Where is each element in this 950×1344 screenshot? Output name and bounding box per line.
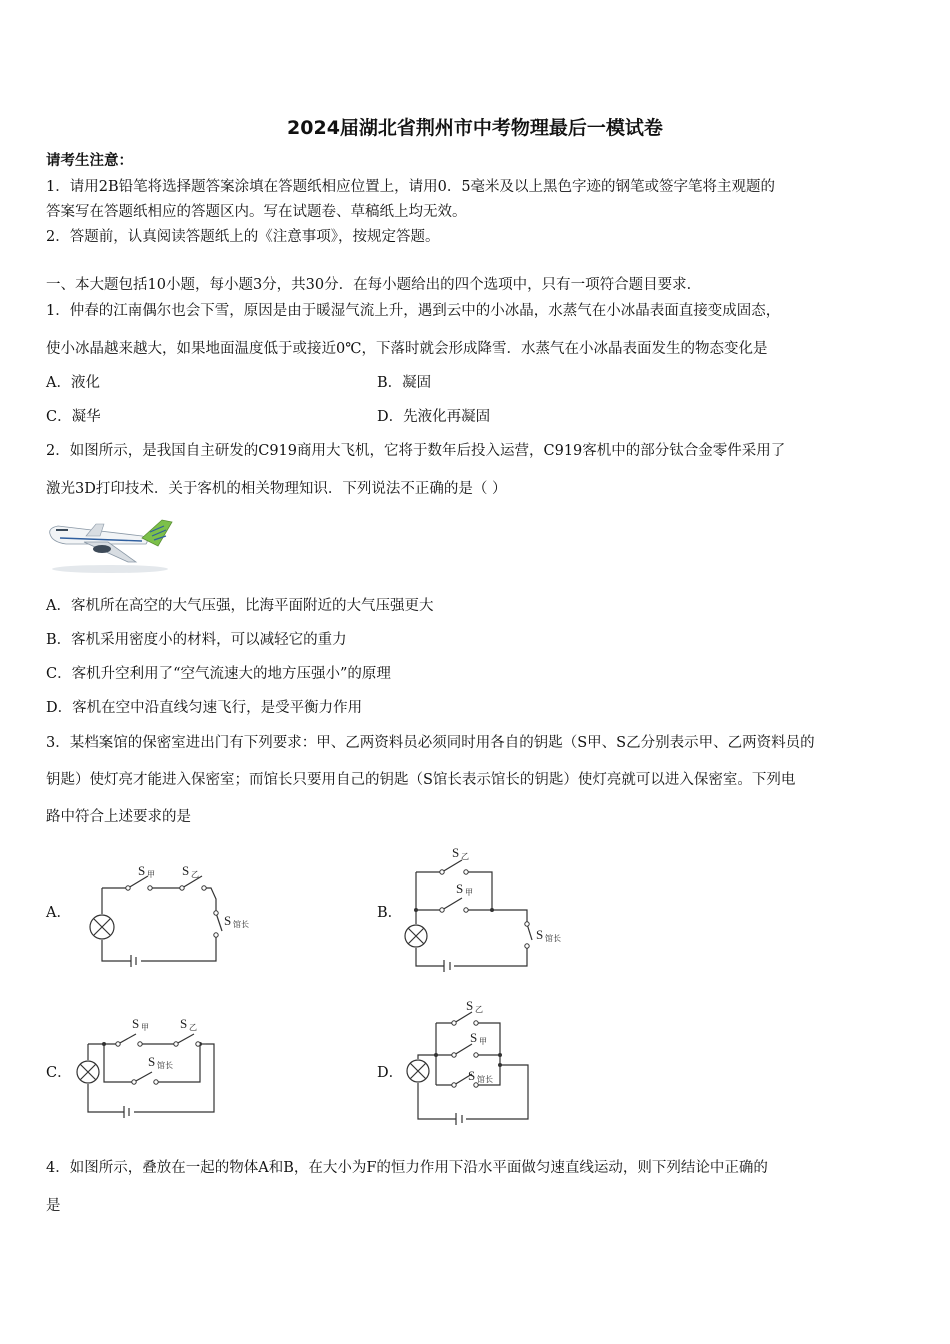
section-heading: 一、本大题包括10小题，每小题3分，共30分．在每小题给出的四个选项中，只有一项符合题目要求．	[46, 277, 702, 293]
q1-option-d: D．先液化再凝固	[377, 409, 491, 425]
switch-label: S	[470, 1030, 478, 1045]
q1-option-c: C．凝华	[46, 409, 101, 425]
notice-line-1b: 答案写在答题纸相应的答题区内。写在试题卷、草稿纸上均无效。	[46, 204, 467, 220]
page-title: 2024届湖北省荆州市中考物理最后一模试卷	[287, 117, 663, 139]
q2-option-c: C．客机升空利用了“空气流速大的地方压强小”的原理	[46, 666, 391, 682]
switch-sub: 甲	[147, 870, 155, 879]
switch-sub: 馆长	[233, 920, 249, 929]
switch-label: S	[182, 863, 190, 878]
circuit-c-diagram	[76, 1012, 236, 1124]
q1-stem-line1: 1．仲春的江南偶尔也会下雪，原因是由于暖湿气流上升，遇到云中的小冰晶，水蒸气在小冰晶表面直接变成固态，	[46, 303, 781, 319]
switch-label: S	[180, 1016, 188, 1031]
q3-stem-line2: 钥匙）使灯亮才能进入保密室；而馆长只要用自己的钥匙（S馆长表示馆长的钥匙）使灯亮就可以进入保密室。下列电	[46, 772, 796, 788]
q1-option-a: A．液化	[46, 375, 100, 391]
switch-sub: 甲	[479, 1037, 487, 1046]
switch-sub: 乙	[475, 1005, 483, 1014]
circuit-b-diagram	[402, 840, 592, 975]
q1-stem-line2: 使小冰晶越来越大，如果地面温度低于或接近0℃，下落时就会形成降雪．水蒸气在小冰晶表面发生的物态变化是	[46, 341, 768, 357]
switch-sub: 馆长	[157, 1061, 173, 1070]
q1-option-b: B．凝固	[377, 375, 432, 391]
switch-sub: 乙	[461, 852, 469, 861]
q4-stem-line2: 是	[46, 1198, 61, 1214]
q3-stem-line3: 路中符合上述要求的是	[46, 809, 191, 825]
switch-label: S	[456, 881, 464, 896]
circuit-b-label: B．	[377, 905, 403, 921]
switch-sub: 甲	[465, 888, 473, 897]
switch-sub: 馆长	[545, 934, 561, 943]
q2-stem-line1: 2．如图所示，是我国自主研发的C919商用大飞机，它将于数年后投入运营，C919客机中的部分钛合金零件采用了	[46, 443, 786, 459]
switch-label: S	[138, 863, 146, 878]
airplane-image	[46, 514, 178, 574]
switch-label: S	[452, 845, 460, 860]
circuit-a-diagram	[86, 855, 276, 970]
switch-sub: 乙	[191, 870, 199, 879]
q2-option-a: A．客机所在高空的大气压强，比海平面附近的大气压强更大	[46, 598, 434, 614]
q4-stem-line1: 4．如图所示，叠放在一起的物体A和B，在大小为F的恒力作用下沿水平面做匀速直线运动，则下列结论中正确的	[46, 1160, 768, 1176]
switch-sub: 甲	[141, 1023, 149, 1032]
q2-stem-line2: 激光3D打印技术．关于客机的相关物理知识．下列说法不正确的是（ ）	[46, 481, 507, 497]
circuit-a-label: A．	[46, 905, 71, 921]
switch-sub: 乙	[189, 1023, 197, 1032]
switch-label: S	[468, 1068, 476, 1083]
switch-label: S	[224, 913, 232, 928]
switch-label: S	[132, 1016, 140, 1031]
q2-option-d: D．客机在空中沿直线匀速飞行，是受平衡力作用	[46, 700, 363, 716]
circuit-d-diagram	[402, 995, 542, 1130]
circuit-d-label: D．	[377, 1065, 404, 1081]
notice-line-2: 2．答题前，认真阅读答题纸上的《注意事项》，按规定答题。	[46, 229, 440, 245]
switch-label: S	[466, 998, 474, 1013]
switch-label: S	[148, 1054, 156, 1069]
circuit-c-label: C．	[46, 1065, 72, 1081]
switch-sub: 馆长	[477, 1075, 493, 1084]
notice-line-1: 1．请用2B铅笔将选择题答案涂填在答题纸相应位置上，请用0．5毫米及以上黑色字迹的钢笔或签字笔将主观题的	[46, 179, 776, 195]
notice-heading: 请考生注意：	[46, 152, 133, 169]
q2-option-b: B．客机采用密度小的材料，可以减轻它的重力	[46, 632, 347, 648]
q3-stem-line1: 3．某档案馆的保密室进出门有下列要求：甲、乙两资料员必须同时用各自的钥匙（S甲、S乙分别表示甲、乙两资料员的	[46, 735, 815, 751]
switch-label: S	[536, 927, 544, 942]
